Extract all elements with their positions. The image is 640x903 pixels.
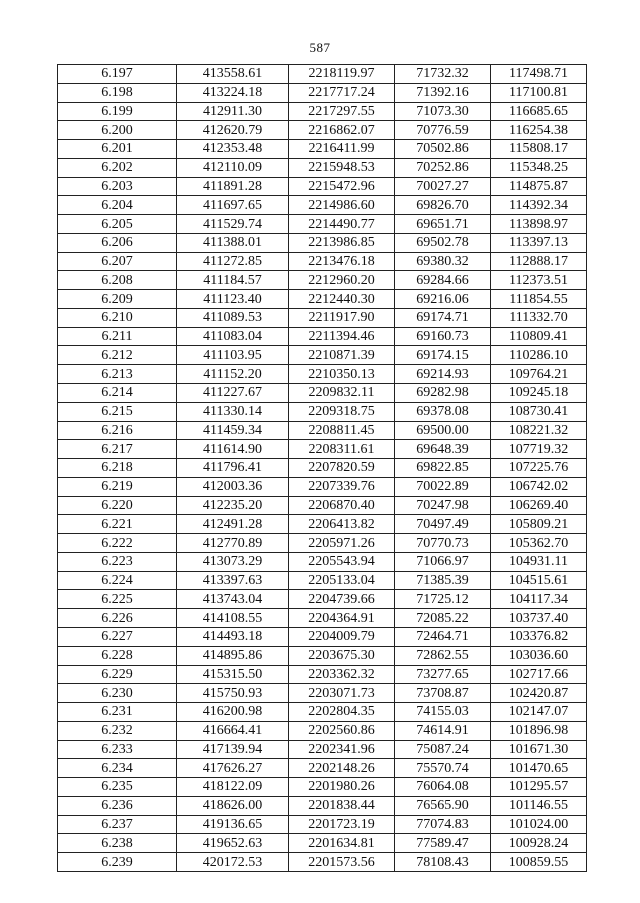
value-d-cell: 102147.07 [491,703,587,722]
point-id-cell: 6.227 [58,627,177,646]
value-a-cell: 416200.98 [177,703,289,722]
value-d-cell: 101896.98 [491,721,587,740]
value-a-cell: 417139.94 [177,740,289,759]
table-row [58,684,587,703]
value-a-cell: 411459.34 [177,421,289,440]
value-c-cell: 70252.86 [395,158,491,177]
value-d-cell: 101295.57 [491,778,587,797]
value-b-cell: 2202804.35 [289,703,395,722]
point-id-cell: 6.202 [58,158,177,177]
table-row [58,853,587,872]
value-d-cell: 103737.40 [491,609,587,628]
value-c-cell: 73277.65 [395,665,491,684]
value-d-cell: 107225.76 [491,459,587,478]
value-d-cell: 104117.34 [491,590,587,609]
value-c-cell: 70027.27 [395,177,491,196]
table-row [58,271,587,290]
value-a-cell: 411089.53 [177,308,289,327]
value-d-cell: 117498.71 [491,65,587,84]
value-d-cell: 101470.65 [491,759,587,778]
value-b-cell: 2205543.94 [289,552,395,571]
table-row [58,778,587,797]
point-id-cell: 6.236 [58,796,177,815]
value-a-cell: 418626.00 [177,796,289,815]
value-b-cell: 2204739.66 [289,590,395,609]
value-a-cell: 415750.93 [177,684,289,703]
value-a-cell: 419136.65 [177,815,289,834]
value-d-cell: 108730.41 [491,402,587,421]
value-b-cell: 2217717.24 [289,83,395,102]
value-a-cell: 411529.74 [177,215,289,234]
value-b-cell: 2201723.19 [289,815,395,834]
table-row [58,290,587,309]
value-d-cell: 102717.66 [491,665,587,684]
value-c-cell: 73708.87 [395,684,491,703]
value-d-cell: 109245.18 [491,384,587,403]
value-c-cell: 69826.70 [395,196,491,215]
value-d-cell: 102420.87 [491,684,587,703]
value-b-cell: 2213476.18 [289,252,395,271]
value-c-cell: 70770.73 [395,534,491,553]
value-a-cell: 412235.20 [177,496,289,515]
table-row [58,308,587,327]
value-a-cell: 413397.63 [177,571,289,590]
table-row [58,177,587,196]
coordinate-table [57,64,587,872]
value-a-cell: 415315.50 [177,665,289,684]
point-id-cell: 6.204 [58,196,177,215]
value-a-cell: 411388.01 [177,233,289,252]
value-b-cell: 2206870.40 [289,496,395,515]
value-b-cell: 2205133.04 [289,571,395,590]
table-row [58,815,587,834]
value-a-cell: 413743.04 [177,590,289,609]
value-a-cell: 411184.57 [177,271,289,290]
value-d-cell: 111332.70 [491,308,587,327]
value-a-cell: 411103.95 [177,346,289,365]
value-a-cell: 416664.41 [177,721,289,740]
value-c-cell: 72085.22 [395,609,491,628]
table-row [58,215,587,234]
point-id-cell: 6.207 [58,252,177,271]
value-a-cell: 418122.09 [177,778,289,797]
value-a-cell: 411123.40 [177,290,289,309]
value-c-cell: 69214.93 [395,365,491,384]
value-b-cell: 2217297.55 [289,102,395,121]
value-c-cell: 69216.06 [395,290,491,309]
value-c-cell: 74614.91 [395,721,491,740]
point-id-cell: 6.228 [58,646,177,665]
point-id-cell: 6.205 [58,215,177,234]
point-id-cell: 6.209 [58,290,177,309]
table-row [58,571,587,590]
value-c-cell: 77589.47 [395,834,491,853]
value-c-cell: 71073.30 [395,102,491,121]
table-row [58,665,587,684]
point-id-cell: 6.211 [58,327,177,346]
value-b-cell: 2206413.82 [289,515,395,534]
value-d-cell: 112888.17 [491,252,587,271]
table-row [58,140,587,159]
value-d-cell: 101146.55 [491,796,587,815]
point-id-cell: 6.234 [58,759,177,778]
value-a-cell: 412911.30 [177,102,289,121]
value-c-cell: 70022.89 [395,477,491,496]
value-c-cell: 71732.32 [395,65,491,84]
table-row [58,627,587,646]
value-d-cell: 110286.10 [491,346,587,365]
value-d-cell: 106742.02 [491,477,587,496]
value-c-cell: 76064.08 [395,778,491,797]
value-c-cell: 70776.59 [395,121,491,140]
value-b-cell: 2216411.99 [289,140,395,159]
value-c-cell: 71385.39 [395,571,491,590]
value-c-cell: 71392.16 [395,83,491,102]
point-id-cell: 6.197 [58,65,177,84]
value-a-cell: 411614.90 [177,440,289,459]
table-row [58,121,587,140]
table-body [58,65,587,872]
value-a-cell: 414108.55 [177,609,289,628]
value-c-cell: 69282.98 [395,384,491,403]
value-a-cell: 420172.53 [177,853,289,872]
point-id-cell: 6.232 [58,721,177,740]
value-c-cell: 69500.00 [395,421,491,440]
value-c-cell: 75570.74 [395,759,491,778]
value-c-cell: 72862.55 [395,646,491,665]
value-a-cell: 412491.28 [177,515,289,534]
value-a-cell: 412110.09 [177,158,289,177]
point-id-cell: 6.224 [58,571,177,590]
value-a-cell: 411083.04 [177,327,289,346]
value-c-cell: 71725.12 [395,590,491,609]
value-d-cell: 108221.32 [491,421,587,440]
point-id-cell: 6.213 [58,365,177,384]
value-b-cell: 2208811.45 [289,421,395,440]
value-d-cell: 112373.51 [491,271,587,290]
table-row [58,609,587,628]
table-row [58,402,587,421]
value-d-cell: 103376.82 [491,627,587,646]
value-c-cell: 78108.43 [395,853,491,872]
value-d-cell: 110809.41 [491,327,587,346]
value-c-cell: 69651.71 [395,215,491,234]
value-b-cell: 2212440.30 [289,290,395,309]
value-d-cell: 116254.38 [491,121,587,140]
value-b-cell: 2213986.85 [289,233,395,252]
value-d-cell: 116685.65 [491,102,587,121]
value-b-cell: 2202341.96 [289,740,395,759]
value-b-cell: 2203675.30 [289,646,395,665]
value-c-cell: 69648.39 [395,440,491,459]
point-id-cell: 6.225 [58,590,177,609]
value-c-cell: 69378.08 [395,402,491,421]
value-b-cell: 2216862.07 [289,121,395,140]
point-id-cell: 6.206 [58,233,177,252]
table-row [58,834,587,853]
value-d-cell: 100928.24 [491,834,587,853]
point-id-cell: 6.223 [58,552,177,571]
value-a-cell: 413073.29 [177,552,289,571]
value-a-cell: 417626.27 [177,759,289,778]
value-b-cell: 2203071.73 [289,684,395,703]
value-b-cell: 2201838.44 [289,796,395,815]
value-b-cell: 2205971.26 [289,534,395,553]
value-d-cell: 105809.21 [491,515,587,534]
value-b-cell: 2212960.20 [289,271,395,290]
point-id-cell: 6.198 [58,83,177,102]
table-row [58,515,587,534]
value-a-cell: 419652.63 [177,834,289,853]
table-row [58,646,587,665]
table-row [58,721,587,740]
value-a-cell: 413224.18 [177,83,289,102]
point-id-cell: 6.215 [58,402,177,421]
table-row [58,384,587,403]
value-b-cell: 2209832.11 [289,384,395,403]
value-b-cell: 2211917.90 [289,308,395,327]
value-d-cell: 115808.17 [491,140,587,159]
value-c-cell: 77074.83 [395,815,491,834]
table-row [58,552,587,571]
value-d-cell: 107719.32 [491,440,587,459]
table-row [58,327,587,346]
table-row [58,703,587,722]
value-d-cell: 117100.81 [491,83,587,102]
value-c-cell: 69822.85 [395,459,491,478]
value-c-cell: 69160.73 [395,327,491,346]
value-d-cell: 111854.55 [491,290,587,309]
point-id-cell: 6.216 [58,421,177,440]
table-row [58,83,587,102]
point-id-cell: 6.212 [58,346,177,365]
table-row [58,477,587,496]
value-a-cell: 412770.89 [177,534,289,553]
point-id-cell: 6.199 [58,102,177,121]
point-id-cell: 6.203 [58,177,177,196]
value-b-cell: 2208311.61 [289,440,395,459]
value-a-cell: 412003.36 [177,477,289,496]
point-id-cell: 6.214 [58,384,177,403]
table-row [58,365,587,384]
table-row [58,496,587,515]
value-c-cell: 70497.49 [395,515,491,534]
value-c-cell: 71066.97 [395,552,491,571]
value-a-cell: 412353.48 [177,140,289,159]
value-c-cell: 74155.03 [395,703,491,722]
page-number: 587 [309,40,331,55]
value-d-cell: 114392.34 [491,196,587,215]
table-row [58,102,587,121]
point-id-cell: 6.200 [58,121,177,140]
point-id-cell: 6.222 [58,534,177,553]
table-row [58,796,587,815]
value-d-cell: 114875.87 [491,177,587,196]
table-row [58,346,587,365]
value-c-cell: 75087.24 [395,740,491,759]
value-c-cell: 70247.98 [395,496,491,515]
value-d-cell: 101671.30 [491,740,587,759]
point-id-cell: 6.210 [58,308,177,327]
value-a-cell: 411697.65 [177,196,289,215]
table-row [58,590,587,609]
value-d-cell: 113898.97 [491,215,587,234]
table-row [58,421,587,440]
value-d-cell: 109764.21 [491,365,587,384]
value-d-cell: 105362.70 [491,534,587,553]
value-b-cell: 2215472.96 [289,177,395,196]
point-id-cell: 6.219 [58,477,177,496]
table-row [58,459,587,478]
point-id-cell: 6.235 [58,778,177,797]
point-id-cell: 6.238 [58,834,177,853]
value-b-cell: 2218119.97 [289,65,395,84]
table-row [58,759,587,778]
point-id-cell: 6.218 [58,459,177,478]
value-b-cell: 2201634.81 [289,834,395,853]
value-d-cell: 103036.60 [491,646,587,665]
value-c-cell: 69380.32 [395,252,491,271]
value-d-cell: 113397.13 [491,233,587,252]
value-a-cell: 414493.18 [177,627,289,646]
value-b-cell: 2202148.26 [289,759,395,778]
table-row [58,233,587,252]
point-id-cell: 6.233 [58,740,177,759]
table-row [58,158,587,177]
value-b-cell: 2210350.13 [289,365,395,384]
value-c-cell: 69502.78 [395,233,491,252]
value-d-cell: 101024.00 [491,815,587,834]
point-id-cell: 6.220 [58,496,177,515]
value-a-cell: 412620.79 [177,121,289,140]
value-b-cell: 2207339.76 [289,477,395,496]
value-d-cell: 106269.40 [491,496,587,515]
value-d-cell: 104931.11 [491,552,587,571]
table-row [58,740,587,759]
value-a-cell: 414895.86 [177,646,289,665]
point-id-cell: 6.221 [58,515,177,534]
value-a-cell: 411227.67 [177,384,289,403]
value-c-cell: 69284.66 [395,271,491,290]
point-id-cell: 6.201 [58,140,177,159]
value-c-cell: 69174.15 [395,346,491,365]
point-id-cell: 6.237 [58,815,177,834]
value-a-cell: 411152.20 [177,365,289,384]
value-a-cell: 413558.61 [177,65,289,84]
table-row [58,534,587,553]
value-d-cell: 115348.25 [491,158,587,177]
value-b-cell: 2201573.56 [289,853,395,872]
value-b-cell: 2214986.60 [289,196,395,215]
value-b-cell: 2210871.39 [289,346,395,365]
value-b-cell: 2204009.79 [289,627,395,646]
point-id-cell: 6.226 [58,609,177,628]
point-id-cell: 6.208 [58,271,177,290]
value-a-cell: 411272.85 [177,252,289,271]
value-b-cell: 2215948.53 [289,158,395,177]
point-id-cell: 6.230 [58,684,177,703]
value-b-cell: 2207820.59 [289,459,395,478]
point-id-cell: 6.217 [58,440,177,459]
value-c-cell: 70502.86 [395,140,491,159]
table-row [58,196,587,215]
value-c-cell: 76565.90 [395,796,491,815]
value-b-cell: 2209318.75 [289,402,395,421]
value-b-cell: 2214490.77 [289,215,395,234]
table-row [58,252,587,271]
point-id-cell: 6.239 [58,853,177,872]
value-a-cell: 411891.28 [177,177,289,196]
value-a-cell: 411796.41 [177,459,289,478]
value-c-cell: 72464.71 [395,627,491,646]
point-id-cell: 6.231 [58,703,177,722]
value-b-cell: 2201980.26 [289,778,395,797]
table-row [58,440,587,459]
value-d-cell: 104515.61 [491,571,587,590]
value-b-cell: 2202560.86 [289,721,395,740]
point-id-cell: 6.229 [58,665,177,684]
value-b-cell: 2203362.32 [289,665,395,684]
value-b-cell: 2211394.46 [289,327,395,346]
table-row [58,65,587,84]
value-d-cell: 100859.55 [491,853,587,872]
value-b-cell: 2204364.91 [289,609,395,628]
value-c-cell: 69174.71 [395,308,491,327]
value-a-cell: 411330.14 [177,402,289,421]
